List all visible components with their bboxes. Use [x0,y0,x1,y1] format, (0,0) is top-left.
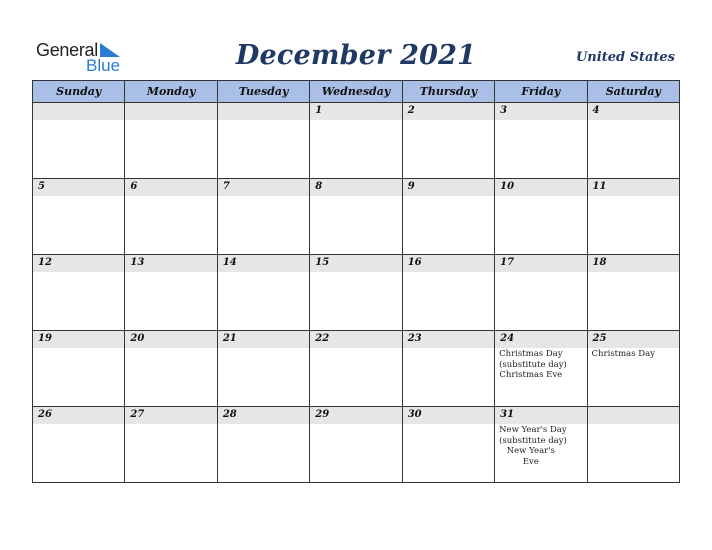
day-number-strip [403,331,494,348]
day-number: 24 [500,333,515,344]
day-number: 2 [407,105,415,116]
week-row [33,179,680,255]
holiday-list [588,348,679,360]
day-cell [217,407,309,483]
day-number: 21 [222,333,237,344]
day-number-strip [310,331,401,348]
weekday-wednesday: Wednesday [310,81,402,103]
day-cell [217,103,309,179]
day-number-strip [495,331,586,348]
day-cell [495,255,587,331]
day-number: 1 [315,105,323,116]
day-number-strip [218,407,309,424]
day-number: 13 [130,257,145,268]
day-cell [310,179,402,255]
day-cell [495,407,587,483]
day-number: 3 [500,105,508,116]
day-number-strip [33,407,124,424]
day-cell [33,407,125,483]
day-number-strip [403,179,494,196]
day-cell [33,103,125,179]
day-number: 4 [592,105,600,116]
day-number-strip [33,331,124,348]
day-number: 31 [500,409,515,420]
day-number-strip [125,103,216,120]
day-number: 15 [315,257,330,268]
weekday-tuesday: Tuesday [217,81,309,103]
day-number-strip [588,407,679,424]
day-number: 18 [592,257,607,268]
day-cell [402,179,494,255]
week-row [33,331,680,407]
day-number-strip [495,103,586,120]
day-cell [33,331,125,407]
day-number-strip [125,331,216,348]
day-cell [587,103,679,179]
holiday-label: Christmas Eve [499,370,563,380]
day-cell [217,179,309,255]
day-cell [402,407,494,483]
holiday-label: New Year's Day [499,425,567,435]
day-number-strip [33,255,124,272]
day-number-strip [588,179,679,196]
day-number-strip [495,255,586,272]
day-cell [310,407,402,483]
day-cell [402,255,494,331]
holiday-label: Christmas Day [499,349,563,359]
day-number-strip [310,103,401,120]
day-number: 9 [407,181,415,192]
country-label: United States [575,50,675,65]
day-number-strip [403,255,494,272]
day-number: 28 [222,409,237,420]
day-cell [125,103,217,179]
day-number: 30 [407,409,422,420]
day-cell [310,255,402,331]
week-row [33,255,680,331]
day-cell [125,179,217,255]
day-number: 27 [130,409,145,420]
day-cell [33,179,125,255]
day-number: 23 [407,333,422,344]
day-cell [217,331,309,407]
month-calendar [32,80,680,483]
day-cell [495,331,587,407]
day-number-strip [218,255,309,272]
holiday-label: Christmas Day [591,349,655,359]
day-number: 8 [315,181,323,192]
holiday-label: (substitute day) [499,435,567,446]
week-row [33,103,680,179]
weekday-friday: Friday [495,81,587,103]
day-number-strip [310,407,401,424]
day-cell [125,331,217,407]
day-cell [310,103,402,179]
day-number: 11 [592,181,607,192]
holiday-label: New Year's Eve [506,446,555,467]
day-cell [125,407,217,483]
logo-text-general: General [36,40,98,60]
day-number: 7 [222,181,230,192]
day-number-strip [33,179,124,196]
day-cell [217,255,309,331]
day-number-strip [218,331,309,348]
day-number-strip [495,179,586,196]
day-number: 20 [130,333,145,344]
day-number: 19 [38,333,52,344]
holiday-label: (substitute day) [499,359,567,370]
weekday-sunday: Sunday [33,81,125,103]
day-cell [402,331,494,407]
day-number: 5 [38,181,45,192]
calendar-body [33,103,680,483]
day-cell [587,331,679,407]
weekday-thursday: Thursday [402,81,494,103]
day-number-strip [218,179,309,196]
day-number: 22 [315,333,330,344]
weekday-saturday: Saturday [587,81,679,103]
day-number: 10 [500,181,515,192]
day-number: 6 [130,181,138,192]
day-number-strip [125,255,216,272]
day-number: 17 [500,257,515,268]
day-cell [495,179,587,255]
day-number: 29 [315,409,330,420]
day-number: 26 [38,409,52,420]
day-cell [495,103,587,179]
day-number-strip [588,255,679,272]
day-cell [587,179,679,255]
day-cell [310,331,402,407]
day-number: 14 [222,257,237,268]
day-number-strip [495,407,586,424]
day-number-strip [310,179,401,196]
holiday-list [495,424,586,467]
day-number-strip [125,179,216,196]
day-number-strip [33,103,124,120]
day-number: 25 [592,333,607,344]
week-row [33,407,680,483]
day-number: 12 [38,257,52,268]
day-number-strip [403,407,494,424]
day-number-strip [125,407,216,424]
day-cell [125,255,217,331]
day-cell [587,407,679,483]
day-number: 16 [407,257,422,268]
day-cell [587,255,679,331]
day-number-strip [588,103,679,120]
calendar-title: December 2021 [235,40,477,71]
weekday-header-row [33,81,680,103]
logo-text-blue: Blue [86,56,121,75]
day-number-strip [403,103,494,120]
day-cell [402,103,494,179]
weekday-monday: Monday [125,81,217,103]
day-number-strip [588,331,679,348]
day-number-strip [218,103,309,120]
holiday-list [495,348,586,381]
day-number-strip [310,255,401,272]
day-cell [33,255,125,331]
